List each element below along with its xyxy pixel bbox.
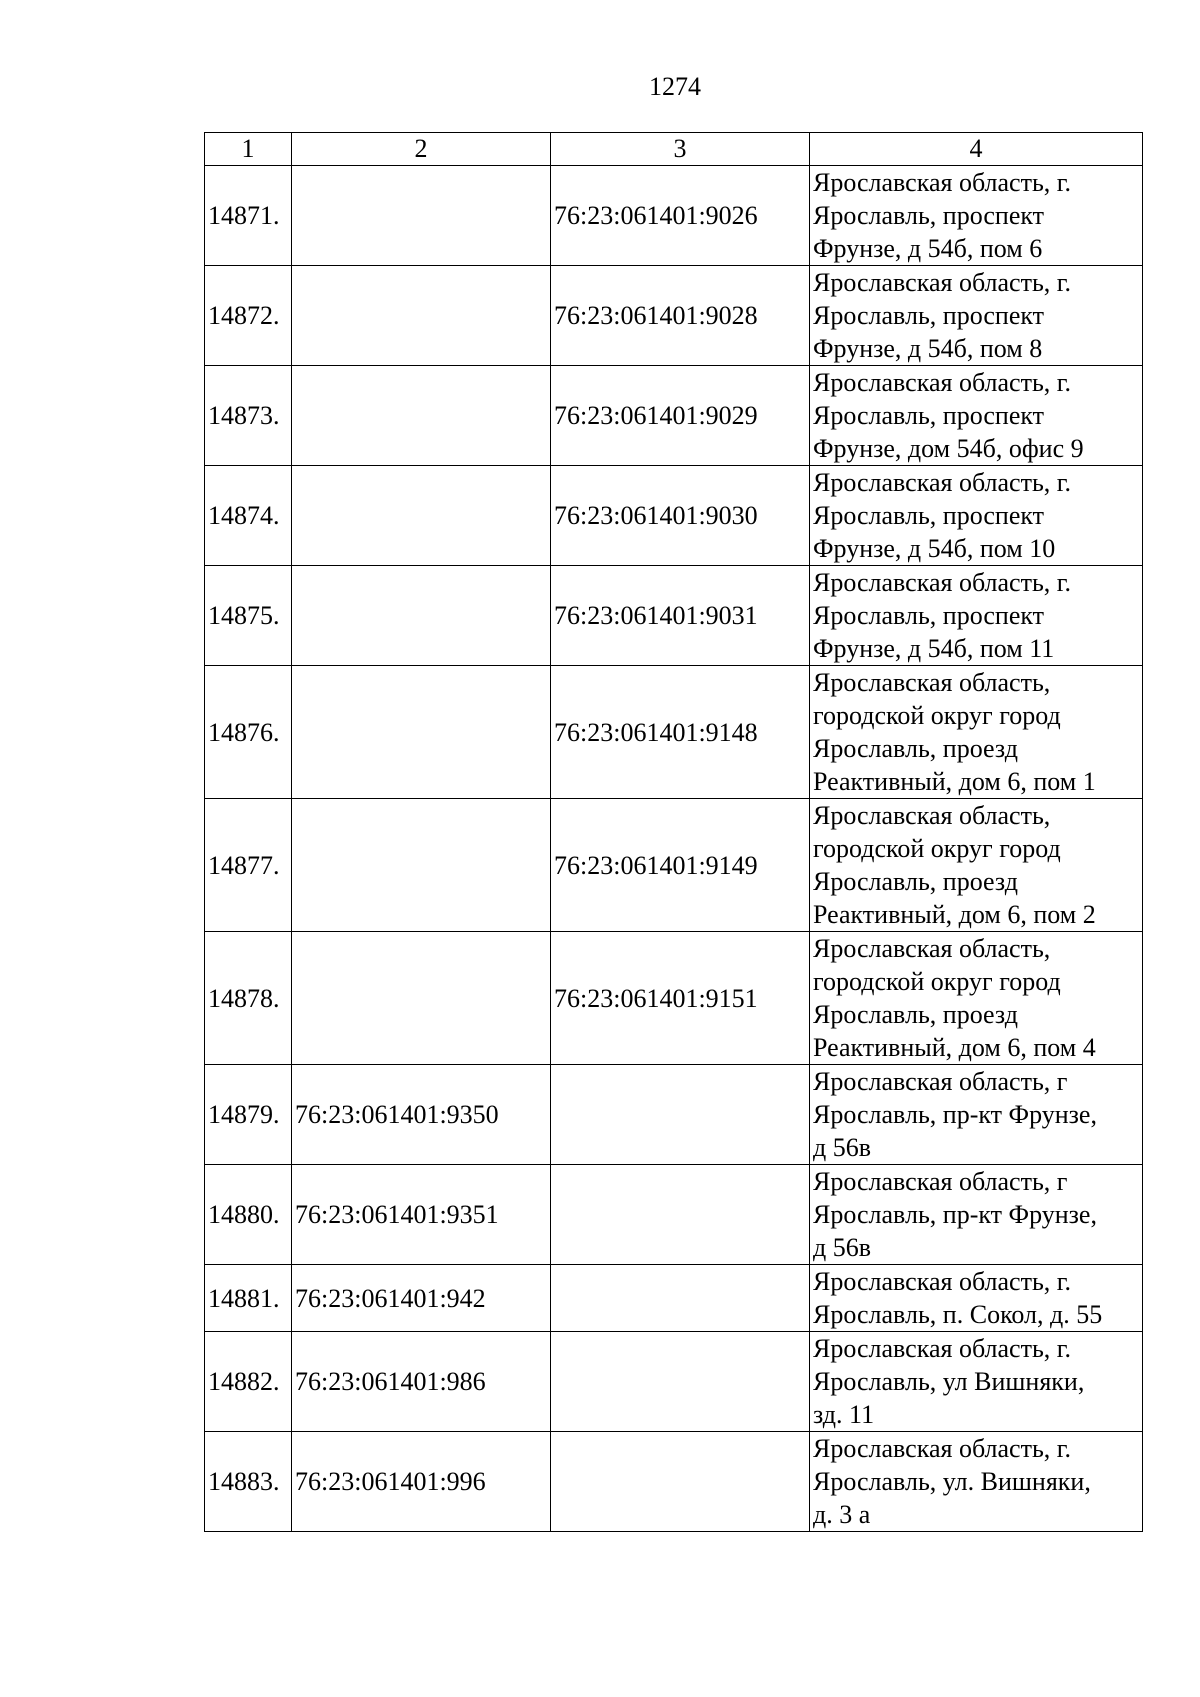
cadastral-number-cell [551,1432,810,1532]
address-cell: Ярославская область, г. Ярославль, проспект Фрунзе, дом 54б, офис 9 [810,366,1143,466]
table-row [205,366,1143,466]
table-row [205,1432,1143,1532]
table-row [205,566,1143,666]
row-number-cell: 14876. [205,666,292,799]
column-header-3: 3 [551,133,810,166]
cadastral-number-cell: 76:23:061401:9149 [551,799,810,932]
cadastral-number-cell: 76:23:061401:9028 [551,266,810,366]
cadastral-number-cell: 76:23:061401:942 [292,1265,551,1332]
table-row [205,1065,1143,1165]
cadastral-number-cell [292,266,551,366]
table-row [205,799,1143,932]
cadastral-number-cell: 76:23:061401:9148 [551,666,810,799]
cadastral-number-cell [292,566,551,666]
page-number: 1274 [649,72,701,101]
row-number-cell: 14883. [205,1432,292,1532]
table-row [205,466,1143,566]
address-cell: Ярославская область, г. Ярославль, проспект Фрунзе, д 54б, пом 11 [810,566,1143,666]
cadastral-number-cell: 76:23:061401:986 [292,1332,551,1432]
address-cell: Ярославская область, г. Ярославль, проспект Фрунзе, д 54б, пом 8 [810,266,1143,366]
row-number-cell: 14872. [205,266,292,366]
table-row [205,666,1143,799]
cadastral-number-cell [292,932,551,1065]
address-cell: Ярославская область, г. Ярославль, проспект Фрунзе, д 54б, пом 10 [810,466,1143,566]
row-number-cell: 14882. [205,1332,292,1432]
cadastral-number-cell [551,1165,810,1265]
row-number-cell: 14881. [205,1265,292,1332]
address-cell: Ярославская область, г Ярославль, пр-кт Фрунзе, д 56в [810,1065,1143,1165]
row-number-cell: 14873. [205,366,292,466]
row-number-cell: 14871. [205,166,292,266]
address-cell: Ярославская область, городской округ город Ярославль, проезд Реактивный, дом 6, пом 2 [810,799,1143,932]
cadastral-number-cell [292,799,551,932]
cadastral-number-cell: 76:23:061401:9031 [551,566,810,666]
row-number-cell: 14880. [205,1165,292,1265]
address-cell: Ярославская область, г Ярославль, пр-кт Фрунзе, д 56в [810,1165,1143,1265]
address-cell: Ярославская область, городской округ город Ярославль, проезд Реактивный, дом 6, пом 4 [810,932,1143,1065]
cadastral-number-cell: 76:23:061401:9351 [292,1165,551,1265]
table-row [205,932,1143,1065]
column-header-2: 2 [292,133,551,166]
table-row [205,166,1143,266]
address-cell: Ярославская область, г. Ярославль, ул. Вишняки, д. 3 а [810,1432,1143,1532]
cadastral-number-cell [292,166,551,266]
cadastral-number-cell: 76:23:061401:9030 [551,466,810,566]
cadastral-number-cell [551,1065,810,1165]
row-number-cell: 14875. [205,566,292,666]
cadastral-number-cell [292,666,551,799]
cadastral-number-cell [551,1332,810,1432]
address-cell: Ярославская область, г. Ярославль, проспект Фрунзе, д 54б, пом 6 [810,166,1143,266]
row-number-cell: 14877. [205,799,292,932]
column-header-1: 1 [205,133,292,166]
cadastral-number-cell: 76:23:061401:9151 [551,932,810,1065]
registry-table [204,132,1143,1532]
address-cell: Ярославская область, г. Ярославль, ул Вишняки, зд. 11 [810,1332,1143,1432]
row-number-cell: 14879. [205,1065,292,1165]
table-row [205,266,1143,366]
cadastral-number-cell [551,1265,810,1332]
cadastral-number-cell: 76:23:061401:9026 [551,166,810,266]
address-cell: Ярославская область, г. Ярославль, п. Сокол, д. 55 [810,1265,1143,1332]
row-number-cell: 14874. [205,466,292,566]
cadastral-number-cell: 76:23:061401:9350 [292,1065,551,1165]
column-header-4: 4 [810,133,1143,166]
table-row [205,1332,1143,1432]
table-header-row [205,133,1143,166]
address-cell: Ярославская область, городской округ город Ярославль, проезд Реактивный, дом 6, пом 1 [810,666,1143,799]
table-row [205,1165,1143,1265]
cadastral-number-cell [292,466,551,566]
table-row [205,1265,1143,1332]
row-number-cell: 14878. [205,932,292,1065]
cadastral-number-cell: 76:23:061401:9029 [551,366,810,466]
cadastral-number-cell [292,366,551,466]
cadastral-number-cell: 76:23:061401:996 [292,1432,551,1532]
